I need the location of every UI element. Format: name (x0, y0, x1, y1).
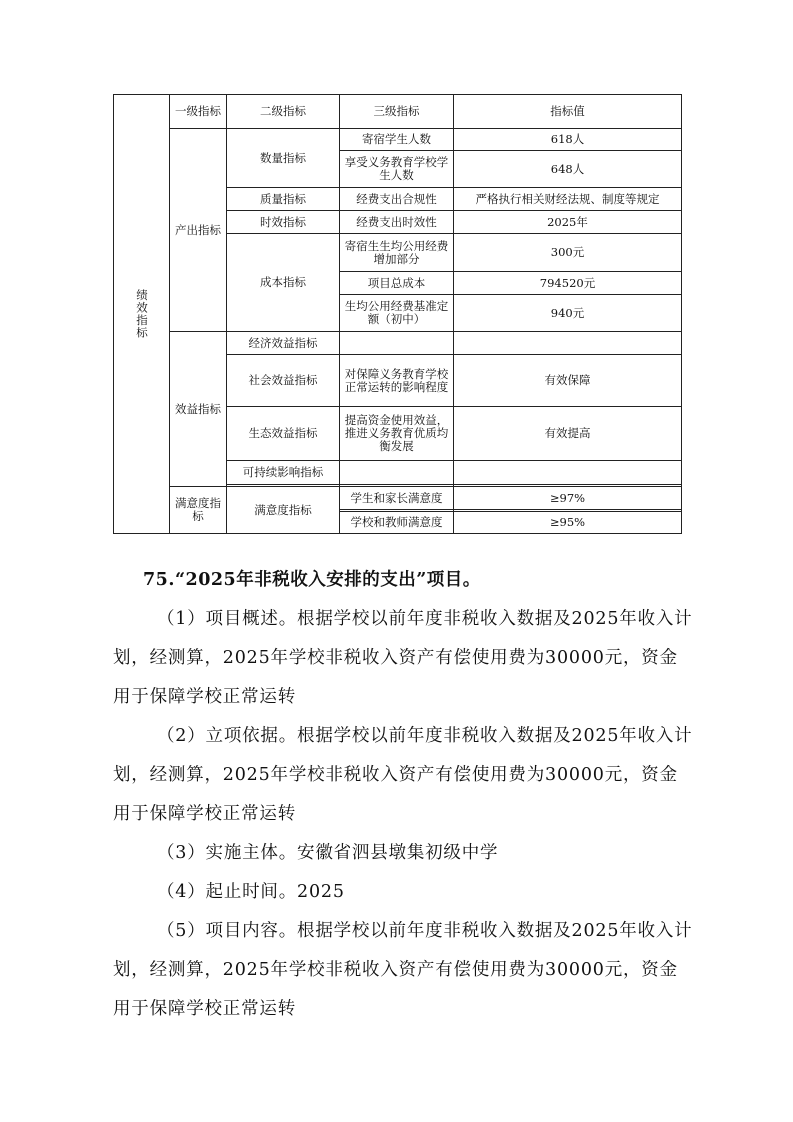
table-row (114, 129, 682, 151)
indicator-value: 有效保障 (454, 355, 682, 407)
performance-indicators-label: 绩效指标 (114, 95, 170, 534)
satisfaction-indicator-label: 满意度指标 (170, 487, 227, 534)
indicator-name: 学生和家长满意度 (340, 487, 454, 510)
ecological-benefit-label: 生态效益指标 (227, 407, 340, 461)
indicator-name: 经费支出合规性 (340, 188, 454, 211)
indicator-name: 对保障义务教育学校正常运转的影响程度 (340, 355, 454, 407)
benefit-indicator-label: 效益指标 (170, 332, 227, 487)
cost-indicator-label: 成本指标 (227, 234, 340, 332)
paragraph-period: （4）起止时间。2025 (157, 882, 345, 902)
indicator-value: 2025年 (454, 211, 682, 234)
indicator-value: ≥95% (454, 512, 682, 534)
indicator-value: 794520元 (454, 272, 682, 295)
indicator-name: 经费支出时效性 (340, 211, 454, 234)
header-level2: 二级指标 (227, 95, 340, 129)
sustainable-impact-label: 可持续影响指标 (227, 461, 340, 485)
output-indicator-label: 产出指标 (170, 129, 227, 332)
indicator-name (340, 461, 454, 485)
indicator-name (340, 332, 454, 355)
indicator-value (454, 332, 682, 355)
social-benefit-label: 社会效益指标 (227, 355, 340, 407)
indicator-value: 648人 (454, 151, 682, 188)
paragraph-basis: （2）立项依据。根据学校以前年度非税收入数据及2025年收入计划，经测算，2025年学校非税收入资产有偿使用费为30000元，资金用于保障学校正常运转 (113, 726, 693, 824)
timeliness-indicator-label: 时效指标 (227, 211, 340, 234)
indicator-name: 寄宿生生均公用经费增加部分 (340, 234, 454, 272)
table-row (114, 487, 682, 510)
indicator-value: 300元 (454, 234, 682, 272)
indicator-value: 严格执行相关财经法规、制度等规定 (454, 188, 682, 211)
paragraph-implementer: （3）实施主体。安徽省泗县墩集初级中学 (157, 843, 499, 863)
indicator-name: 学校和教师满意度 (340, 512, 454, 534)
header-level1: 一级指标 (170, 95, 227, 129)
table-header-row (114, 95, 682, 129)
quality-indicator-label: 质量指标 (227, 188, 340, 211)
paragraph-content: （5）项目内容。根据学校以前年度非税收入数据及2025年收入计划，经测算，2025年学校非税收入资产有偿使用费为30000元，资金用于保障学校正常运转 (113, 921, 693, 1019)
indicator-name: 生均公用经费基准定额（初中） (340, 295, 454, 332)
section-heading: 75.“2025年非税收入安排的支出”项目。 (143, 570, 481, 590)
economic-benefit-label: 经济效益指标 (227, 332, 340, 355)
quantity-indicator-label: 数量指标 (227, 129, 340, 188)
indicator-value: ≥97% (454, 487, 682, 510)
satisfaction-sub-label: 满意度指标 (227, 487, 340, 534)
indicator-value: 有效提高 (454, 407, 682, 461)
performance-indicator-table-container (113, 94, 682, 534)
indicator-name: 项目总成本 (340, 272, 454, 295)
paragraph-overview: （1）项目概述。根据学校以前年度非税收入数据及2025年收入计划，经测算，2025年学校非税收入资产有偿使用费为30000元，资金用于保障学校正常运转 (113, 609, 693, 707)
section-body (113, 561, 693, 1029)
indicator-name: 享受义务教育学校学生人数 (340, 151, 454, 188)
header-value: 指标值 (454, 95, 682, 129)
header-level3: 三级指标 (340, 95, 454, 129)
indicator-name: 寄宿学生人数 (340, 129, 454, 151)
performance-indicator-table (113, 94, 682, 534)
indicator-value (454, 461, 682, 485)
indicator-name: 提高资金使用效益，推进义务教育优质均衡发展 (340, 407, 454, 461)
table-row (114, 332, 682, 355)
indicator-value: 618人 (454, 129, 682, 151)
indicator-value: 940元 (454, 295, 682, 332)
